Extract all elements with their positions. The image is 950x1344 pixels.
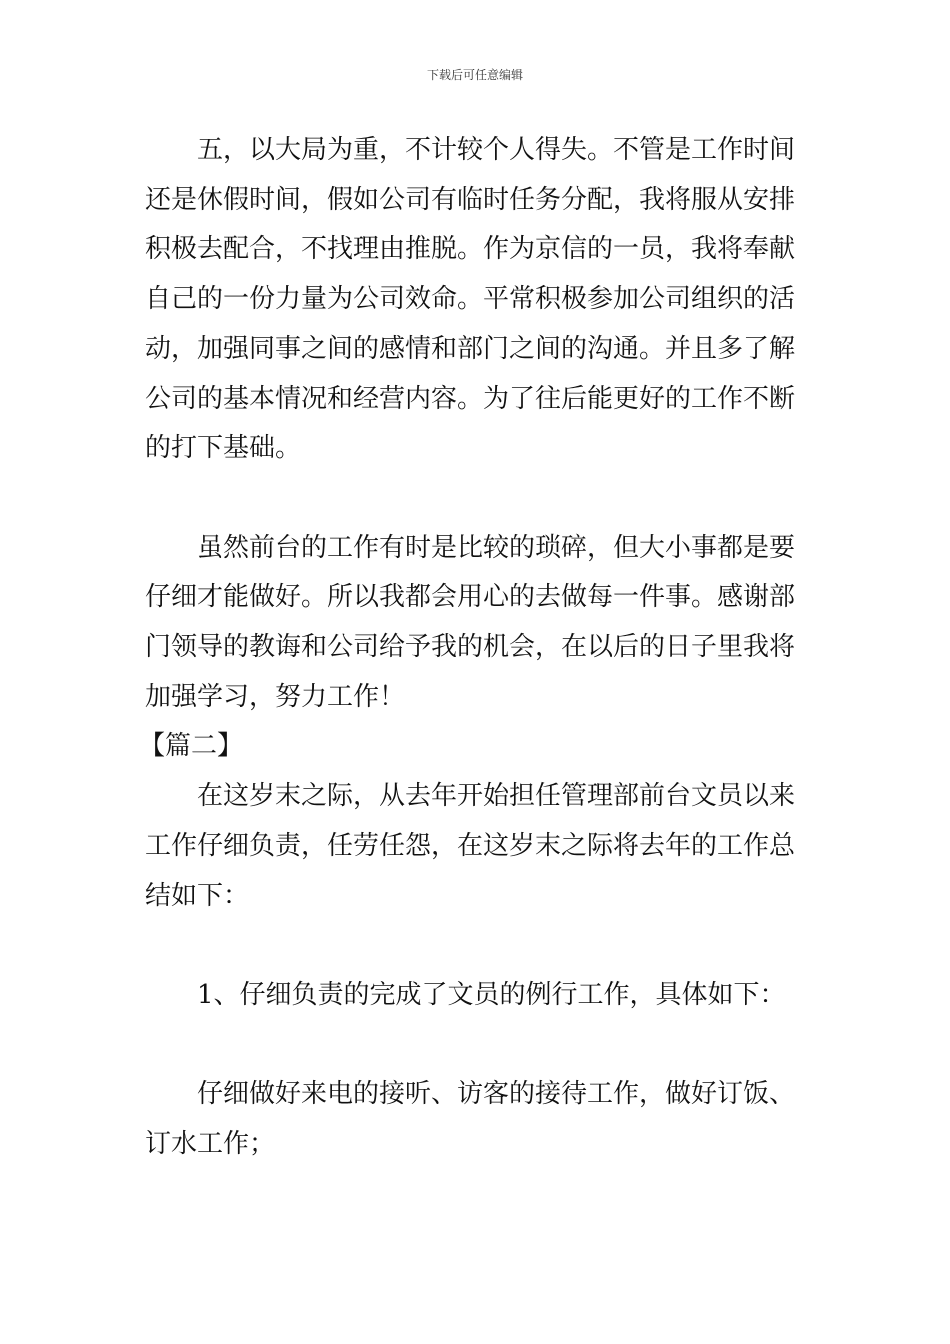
section-heading-block (139, 722, 810, 772)
text-line: 还是休假时间，假如公司有临时任务分配，我将服从安排 (145, 184, 796, 215)
paragraph-1 (145, 126, 810, 474)
text-line: 自己的一份力量为公司效命。平常积极参加公司组织的活 (145, 284, 796, 315)
text-line: 工作仔细负责，任劳任怨，在这岁末之际将去年的工作总 (145, 830, 796, 861)
text-line: 的打下基础。 (145, 433, 302, 464)
text-line: 加强学习，努力工作！ (145, 681, 406, 712)
text-line: 门领导的教诲和公司给予我的机会，在以后的日子里我将 (145, 632, 796, 663)
text-line: 积极去配合，不找理由推脱。作为京信的一员，我将奉献 (145, 234, 796, 265)
text-line: 在这岁末之际，从去年开始担任管理部前台文员以来 (197, 781, 796, 812)
text-line: 仔细才能做好。所以我都会用心的去做每一件事。感谢部 (145, 582, 796, 613)
paragraph-5 (145, 1070, 810, 1169)
text-line: 订水工作； (145, 1129, 276, 1160)
paragraph-3 (145, 772, 810, 921)
paragraph-2 (145, 524, 810, 723)
page-header: 下载后可任意编辑 (426, 68, 523, 82)
document-body (139, 126, 810, 1170)
text-line: 动，加强同事之间的感情和部门之间的沟通。并且多了解 (145, 333, 796, 364)
text-line: 1、仔细负责的完成了文员的例行工作，具体如下： (197, 979, 786, 1010)
text-line: 公司的基本情况和经营内容。为了往后能更好的工作不断 (145, 383, 796, 414)
text-line: 仔细做好来电的接听、访客的接待工作，做好订饭、 (197, 1079, 796, 1110)
text-line: 五，以大局为重，不计较个人得失。不管是工作时间 (197, 135, 796, 165)
text-line: 结如下： (145, 880, 250, 911)
text-line: 虽然前台的工作有时是比较的琐碎，但大小事都是要 (197, 532, 796, 563)
paragraph-gap (145, 474, 810, 524)
section-heading: 【篇二】 (139, 731, 244, 762)
paragraph-gap (145, 1021, 810, 1071)
paragraph-gap (145, 921, 810, 971)
paragraph-4 (145, 971, 810, 1021)
